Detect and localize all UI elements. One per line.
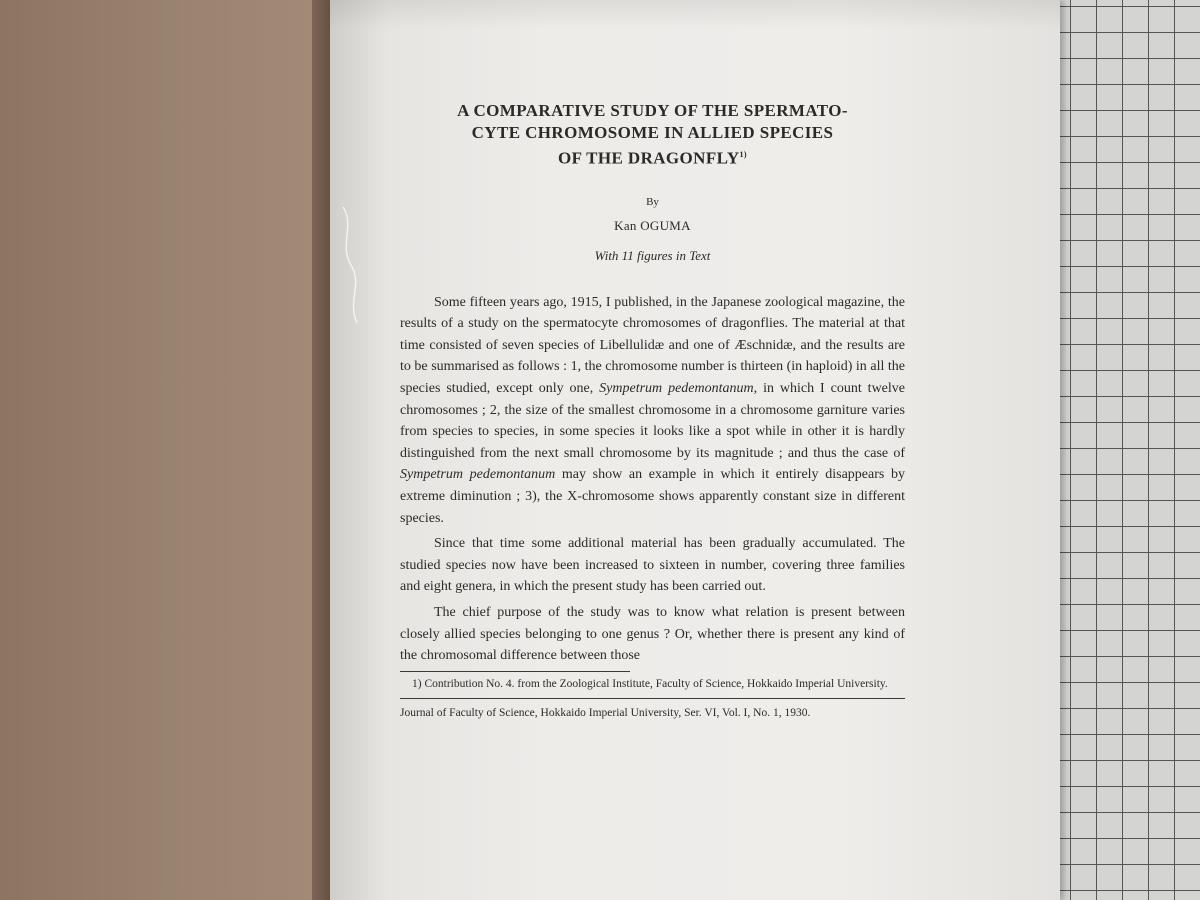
title-footnote-mark: 1) [739,150,747,159]
title-line-2: CYTE CHROMOSOME IN ALLIED SPECIES [471,123,834,142]
footnote-rule [400,671,630,672]
article-page [400,100,905,719]
p1-text-a: Some fifteen years ago, 1915, I published, in the Japanese zoological magazine, the results of a study on the spermatocyte chromosomes of dragonflies. The material at that time consisted of seven species of Libellulidæ and one of Æschnidæ, and the results are to be summarised as follows : 1, the chromosome number is thirteen (in haploid) in all the species studied, except only one, [400,294,905,397]
species-name-1: Sympetrum pedemontanum, [599,381,758,397]
p1-text-b: in which I count twelve chromosomes ; 2, the size of the smallest chromosome in a chromosome garniture varies from species to species, in some species it looks like a spot while in other it is hardly distinguished from the next small chromosome by its magnitude ; and thus the case of [400,381,905,461]
p1-text-c: may show an example in which it entirely disappears by extreme diminution ; 3), the X-chromosome shows apparently constant size in different species. [400,467,905,526]
article-title [400,100,905,170]
book-cover [0,0,335,900]
loose-thread [335,205,365,325]
author-name: Kan OGUMA [614,217,691,233]
paragraph-1 [400,292,905,530]
cutting-mat-background [1040,0,1200,900]
title-line-1: A COMPARATIVE STUDY OF THE SPERMATO- [457,101,848,120]
footnote: 1) Contribution No. 4. from the Zoological Institute, Faculty of Science, Hokkaido Imperial University. [412,677,888,690]
paragraph-3: The chief purpose of the study was to know what relation is present between closely allied species belonging to one genus ? Or, whether there is present any kind of the chromosomal difference between those [400,604,905,664]
title-line-3: OF THE DRAGONFLY [558,148,740,168]
paragraph-2: Since that time some additional material has been gradually accumulated. The studied species now have been increased to sixteen in number, covering three families and eight genera, in which the present study has been carried out. [400,536,905,595]
figures-note: With 11 figures in Text [594,247,711,263]
byline-label: By [646,195,659,208]
species-name-2: Sympetrum pedemontanum [400,467,556,483]
journal-rule [400,698,905,699]
page-top-shadow [330,0,1060,30]
journal-citation: Journal of Faculty of Science, Hokkaido Imperial University, Ser. VI, Vol. I, No. 1, 1930. [400,706,811,719]
